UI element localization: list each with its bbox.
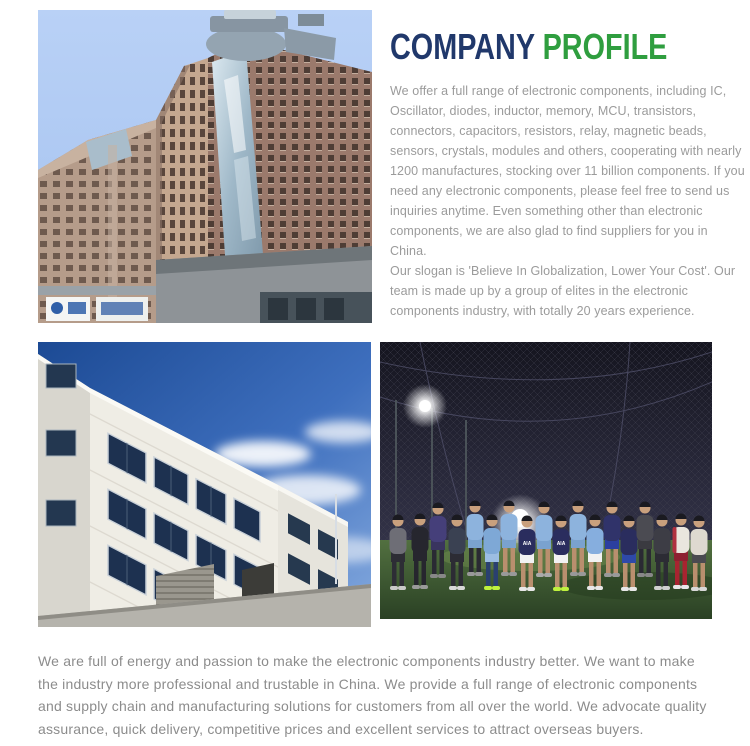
page-title-profile: PROFILE: [542, 26, 668, 67]
intro-text: [390, 81, 746, 321]
intro-column: [390, 26, 746, 321]
intro-paragraph-2: Our slogan is 'Believe In Globalization, Lower Your Cost'. Our team is made up by a group of elites in the electronic components industry, with totally 20 years experience.: [390, 264, 736, 318]
footer-paragraph: We are full of energy and passion to make the electronic components industry better. We want to make the industry more professional and trustable in China. We provide a full range of electronic components and supply chain and manufacturing solutions for customers from all over the world. We advocate quality assurance, quick delivery, competitive prices and excellent services to attract overseas buyers.: [38, 653, 707, 737]
intro-paragraph-1: We offer a full range of electronic components, including IC, Oscillator, diodes, inductor, memory, MCU, transistors, connectors, capacitors, resistors, relay, magnetic beads, sensors, crystals, modules and others, cooperating with nearly 1200 manufactures, stocking over 11 billion components. If you need any electronic components, please feel free to send us inquiries anytime. Even something other than electronic components, we are also glad to find suppliers for you in China.: [390, 84, 745, 258]
floodlight-left-core: [419, 400, 431, 412]
jersey-text: AIA: [556, 541, 566, 547]
page-title: [390, 26, 675, 67]
headquarters-building-photo: [38, 10, 372, 323]
team-group-photo: [380, 342, 712, 619]
office-building-photo: [38, 342, 371, 627]
page-title-company: COMPANY: [390, 26, 535, 67]
jersey-text: AIA: [522, 541, 532, 547]
